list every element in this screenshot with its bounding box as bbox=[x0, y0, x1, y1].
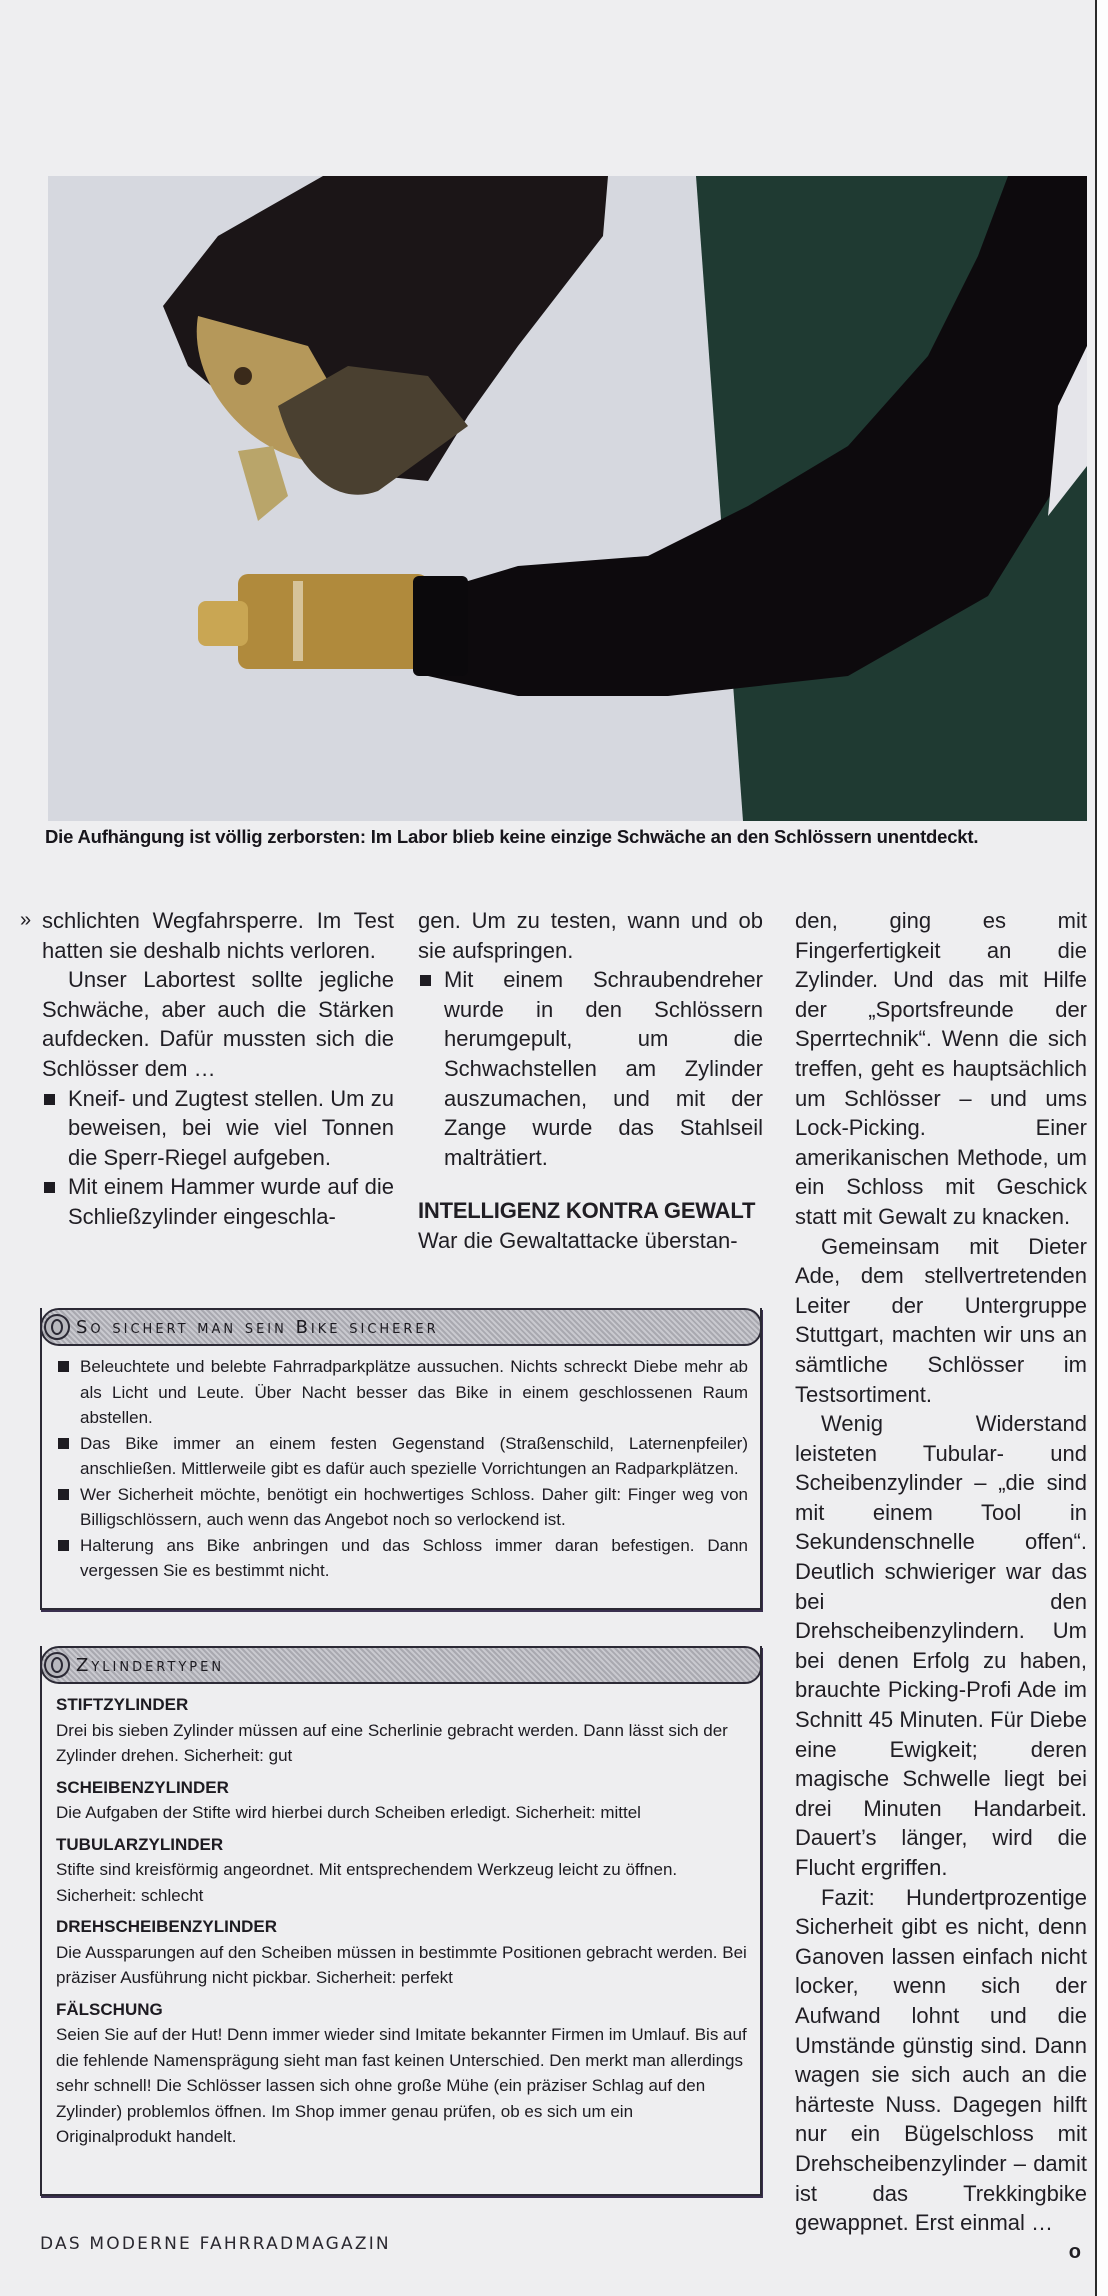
box-title: Zylindertypen bbox=[76, 1654, 225, 1676]
bullet-square-icon bbox=[44, 1094, 55, 1105]
list-item: Halterung ans Bike anbringen und das Schloss immer daran befestigen. Dann vergessen Sie es bestimmt nicht. bbox=[56, 1533, 748, 1584]
circle-logo-icon bbox=[44, 1652, 70, 1678]
magazine-footer: DAS MODERNE FAHRRADMAGAZIN bbox=[40, 2234, 391, 2254]
page-edge-line bbox=[1095, 0, 1108, 2296]
box-header bbox=[40, 1646, 762, 1684]
bullet-square-icon bbox=[44, 1182, 55, 1193]
paragraph: War die Gewaltattacke überstan- bbox=[418, 1227, 738, 1253]
bullet-square-icon bbox=[58, 1361, 69, 1372]
entry-heading: STIFTZYLINDER bbox=[56, 1695, 189, 1714]
entry-heading: DREHSCHEIBENZYLINDER bbox=[56, 1917, 278, 1936]
paragraph: Fazit: Hundertprozentige Sicherheit gibt es nicht, denn Ganoven lassen einfach nicht locker, wenn sich der Aufwand lohnt und die Umstände günstig sind. Dann wagen sie sich auch an die härteste Nuss. Dagegen hilft nur ein Bügelschloss mit Drehscheibenzylinder – damit ist das Trekkingbike gewappnet. Erst einmal … o bbox=[795, 1883, 1087, 2238]
continuation-mark: » bbox=[20, 909, 32, 931]
entry-text: Drei bis sieben Zylinder müssen auf eine Scherlinie gebracht werden. Dann lässt sich der Zylinder drehen. Sicherheit: gut bbox=[56, 1720, 728, 1765]
entry-heading: SCHEIBENZYLINDER bbox=[56, 1777, 229, 1797]
section-heading: INTELLIGENZ KONTRA GEWALT bbox=[418, 1198, 756, 1224]
list-item: Das Bike immer an einem festen Gegenstand (Straßenschild, Laternenpfeiler) anschließen. Mittlerweile gibt es dafür auch spezielle Vorrichtungen an Radparkplätzen. bbox=[56, 1431, 748, 1482]
entry-heading: TUBULARZYLINDER bbox=[56, 1834, 224, 1854]
box-header bbox=[40, 1308, 762, 1346]
photo-caption: Die Aufhängung ist völlig zerborsten: Im Labor blieb keine einzige Schwäche an den Schlössern unentdeckt. bbox=[45, 826, 979, 847]
article-column-2 bbox=[418, 906, 763, 1256]
paragraph: Gemeinsam mit Dieter Ade, dem stellvertretenden Leiter der Untergruppe Stuttgart, machten wir uns an sämtliche Schlösser im Testsortiment. bbox=[795, 1233, 1087, 1407]
bullet-square-icon bbox=[58, 1489, 69, 1500]
end-mark-icon: o bbox=[1068, 2240, 1081, 2263]
test-list-continued bbox=[418, 906, 763, 1172]
box-title: So sichert man sein Bike sicherer bbox=[76, 1316, 439, 1338]
circle-logo-icon bbox=[44, 1314, 70, 1340]
entry-text: Die Aufgaben der Stifte wird hierbei durch Scheiben erledigt. Sicherheit: mittel bbox=[56, 1803, 641, 1822]
paragraph: Wenig Widerstand leisteten Tubular- und Scheibenzylinder – „die sind mit einem Tool in Sekundenschnelle offen“. Deutlich schwieriger war das bei den Drehscheibenzylindern. Um bei denen Erfolg zu haben, brauchte Picking-Profi Ade im Schnitt 45 Minuten. Für Diebe eine Ewigkeit; deren magische Schwelle liegt bei drei Minuten Handarbeit. Dauert’s länger, wird die Flucht ergriffen. bbox=[795, 1411, 1087, 1880]
cylinder-types-box bbox=[40, 1646, 762, 2196]
entry-heading: FÄLSCHUNG bbox=[56, 1999, 163, 2019]
article-column-3 bbox=[795, 906, 1087, 2267]
list-item: Kneif- und Zugtest stellen. Um zu beweisen, bei wie viel Tonnen die Sperr-Riegel aufgeben. bbox=[42, 1084, 394, 1173]
list-item: Mit einem Schraubendreher wurde in den Schlössern herumgepult, um die Schwachstellen am Zylinder auszumachen, und mit der Zange wurde das Stahlseil malträtiert. bbox=[418, 965, 763, 1172]
list-item: Beleuchtete und belebte Fahrradparkplätze aussuchen. Nichts schreckt Diebe mehr ab als Licht und Leute. Über Nacht besser das Bike in einem geschlossenen Raum abstellen. bbox=[56, 1354, 748, 1431]
list-item: Wer Sicherheit möchte, benötigt ein hochwertiges Schloss. Daher gilt: Finger weg von Billigschlössern, auch wenn das Angebot noch so verlockend ist. bbox=[56, 1482, 748, 1533]
paragraph: Unser Labortest sollte jegliche Schwäche, aber auch die Stärken aufdecken. Dafür mussten sich die Schlösser dem … bbox=[42, 967, 394, 1081]
bullet-square-icon bbox=[420, 975, 431, 986]
test-list bbox=[42, 1084, 394, 1232]
bullet-square-icon bbox=[58, 1438, 69, 1449]
broken-lock-image bbox=[48, 176, 1087, 821]
list-item: gen. Um zu testen, wann und ob sie aufspringen. bbox=[418, 908, 763, 963]
article-column-1 bbox=[20, 906, 394, 1232]
paragraph: den, ging es mit Fingerfertigkeit an die Zylinder. Und das mit Hilfe der „Sportsfreunde der Sperrtechnik“. Wenn die sich treffen, geht es hauptsächlich um Schlösser – und ums Lock-Picking. Einer amerikanischen Methode, um ein Schloss mit Geschick statt mit Gewalt zu knacken. bbox=[795, 908, 1087, 1229]
list-item: Mit einem Hammer wurde auf die Schließzylinder eingeschla- bbox=[42, 1172, 394, 1231]
bullet-square-icon bbox=[58, 1540, 69, 1551]
entry-text: Die Aussparungen auf den Scheiben müssen in bestimmte Positionen gebracht werden. Bei präziser Ausführung nicht pickbar. Sicherheit: perfekt bbox=[56, 1942, 747, 1987]
paragraph: schlichten Wegfahrsperre. Im Test hatten sie deshalb nichts verloren. bbox=[42, 908, 394, 963]
entry-text: Seien Sie auf der Hut! Denn immer wieder sind Imitate bekannter Firmen im Umlauf. Bis auf die fehlende Namensprägung sieht man fast keinen Unterschied. Den merkt man allerdings sehr schnell! Die Schlösser lassen sich ohne große Mühe (ein präziser Schlag auf den Zylinder) problemlos öffnen. Im Shop immer genau prüfen, ob es sich um ein Originalprodukt handelt. bbox=[56, 2025, 747, 2146]
entry-text: Stifte sind kreisförmig angeordnet. Mit entsprechendem Werkzeug leicht zu öffnen. Sicherheit: schlecht bbox=[56, 1860, 678, 1905]
tips-box bbox=[40, 1308, 762, 1610]
article-photo bbox=[48, 176, 1087, 821]
tips-list bbox=[56, 1354, 748, 1584]
